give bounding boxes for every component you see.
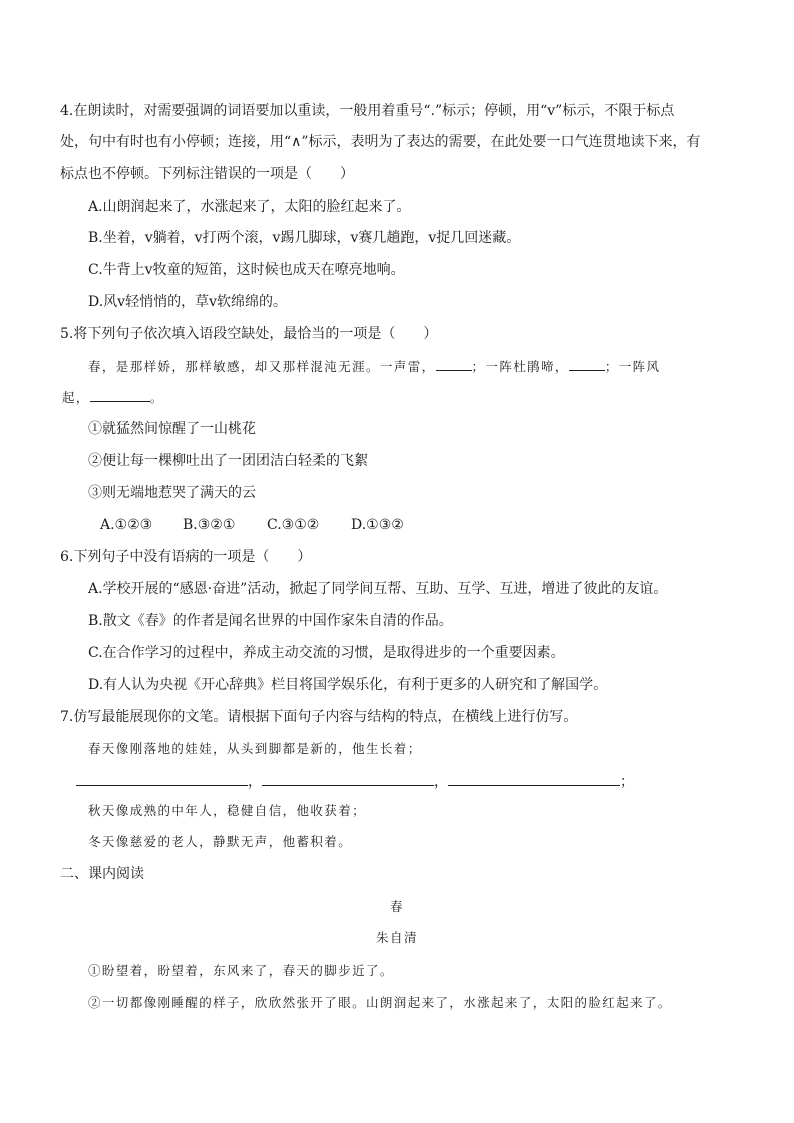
q7-comma-2: ，	[434, 774, 448, 790]
q5-blank-2[interactable]	[569, 356, 605, 371]
q5-passage-part3: ；一阵风	[604, 359, 661, 374]
q6-option-b: B.散文《春》的作者是闻名世界的中国作家朱自清的作品。	[88, 613, 453, 629]
q5-item-2: ②便让每一棵柳吐出了一团团洁白轻柔的飞絮	[88, 453, 368, 469]
q4-option-b: B.坐着，v躺着，v打两个滚，v踢几脚球，v赛几趟跑，v捉几回迷藏。	[88, 230, 521, 246]
passage-title: 春	[390, 899, 404, 914]
q7-example-winter: 冬天像慈爱的老人，静默无声，他蓄积着。	[88, 834, 353, 849]
q7-answer-line	[76, 771, 634, 792]
q5-passage-part2: ；一阵杜鹃啼，	[471, 359, 569, 374]
q4-stem-line2: 处，句中有时也有小停顿；连接，用“∧”标示，表明为了表达的需要，在此处要一口气连贯地读下来，有	[60, 134, 701, 150]
q5-blank-3[interactable]	[90, 387, 150, 402]
q5-option-a: A.①②③	[100, 517, 153, 533]
q5-passage-end: 。	[149, 390, 164, 405]
q5-item-1: ①就猛然间惊醒了一山桃花	[88, 421, 256, 437]
passage-author: 朱自清	[376, 930, 418, 945]
q4-stem-line3: 标点也不停顿。下列标注错误的一项是（ ）	[60, 166, 354, 182]
q5-option-b: B.③②①	[183, 517, 236, 533]
q5-stem: 5.将下列句子依次填入语段空缺处，最恰当的一项是（ ）	[60, 326, 438, 342]
q4-option-d: D.风v轻悄悄的，草v软绵绵的。	[88, 294, 287, 310]
q5-passage-line2-text: 起，	[62, 390, 90, 405]
q6-option-c: C.在合作学习的过程中，养成主动交流的习惯，是取得进步的一个重要因素。	[88, 645, 565, 661]
q6-option-d: D.有人认为央视《开心辞典》栏目将国学娱乐化，有利于更多的人研究和了解国学。	[88, 677, 608, 693]
q6-option-a: A.学校开展的“感恩·奋进”活动，掀起了同学间互帮、互助、互学、互进，增进了彼此的友谊。	[88, 581, 668, 597]
q4-option-c: C.牛背上v牧童的短笛，这时候也成天在嘹亮地响。	[88, 262, 405, 278]
q7-semicolon: ；	[620, 774, 634, 790]
passage-paragraph-1: ①盼望着，盼望着，东风来了，春天的脚步近了。	[88, 963, 394, 978]
q4-stem-line1: 4.在朗读时，对需要强调的词语要加以重读，一般用着重号“.”标示；停顿，用“v”标示，不限于标点	[60, 103, 675, 119]
passage-paragraph-2: ②一切都像刚睡醒的样子，欣欣然张开了眼。山朗润起来了，水涨起来了，太阳的脸红起来了。	[88, 995, 672, 1010]
q5-passage-line1	[88, 356, 660, 377]
q4-option-a: A.山朗润起来了，水涨起来了，太阳的脸红起来了。	[88, 199, 411, 215]
q5-blank-1[interactable]	[436, 356, 472, 371]
q7-blank-2[interactable]	[262, 771, 434, 786]
q5-passage-line2	[62, 387, 164, 408]
q7-example-spring: 春天像刚落地的娃娃，从头到脚都是新的，他生长着；	[88, 741, 422, 756]
q5-option-c: C.③①②	[267, 517, 320, 533]
q7-comma-1: ，	[248, 774, 262, 790]
q7-blank-3[interactable]	[448, 771, 620, 786]
section-heading: 二、课内阅读	[60, 866, 144, 882]
q5-item-3: ③则无端地惹哭了满天的云	[88, 485, 256, 501]
q5-option-d: D.①③②	[351, 517, 404, 533]
q6-stem: 6.下列句子中没有语病的一项是（ ）	[60, 549, 312, 565]
q7-blank-1[interactable]	[76, 771, 248, 786]
q7-example-autumn: 秋天像成熟的中年人，稳健自信，他收获着；	[88, 803, 367, 818]
q5-passage-part1: 春，是那样娇，那样敏感，却又那样混沌无涯。一声雷，	[88, 359, 436, 374]
q7-stem: 7.仿写最能展现你的文笔。请根据下面句子内容与结构的特点，在横线上进行仿写。	[60, 709, 578, 725]
